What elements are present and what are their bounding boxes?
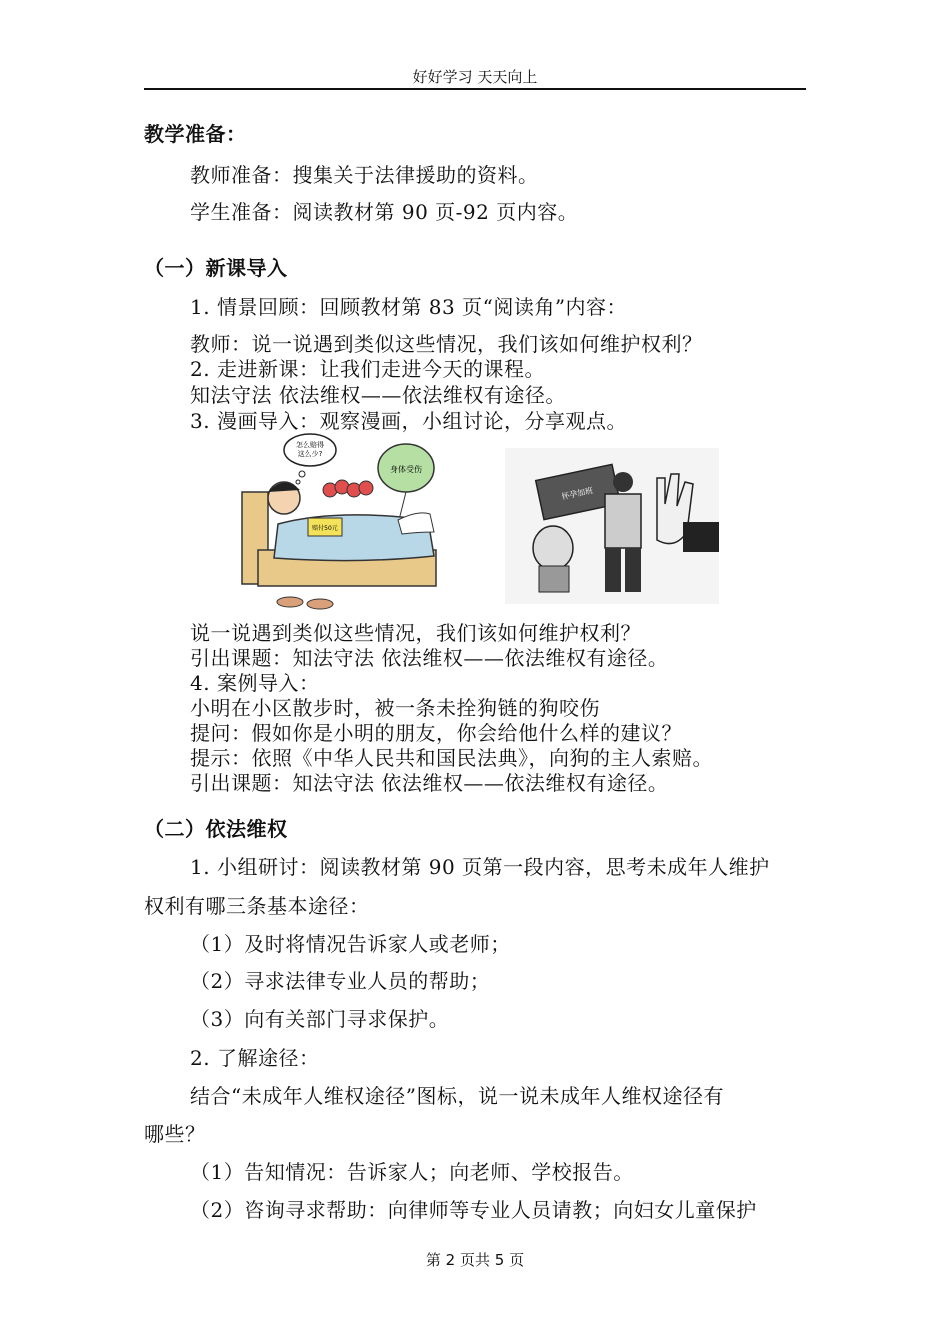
s1-item-1a: 教师：说一说遇到类似这些情况，我们该如何维护权利？ [190, 332, 703, 356]
s1-item-4c: 提示：依照《中华人民共和国民法典》，向狗的主人索赔。 [190, 746, 713, 770]
page-header: 好好学习 天天向上 [412, 68, 538, 86]
s2-item-1b: 权利有哪三条基本途径： [144, 894, 370, 918]
s2-item-2d: （2）咨询寻求帮助：向律师等专业人员请教；向妇女儿童保护 [190, 1198, 757, 1222]
s2-item-1c: （1）及时将情况告诉家人或老师； [190, 932, 511, 956]
s1-item-3a: 说一说遇到类似这些情况，我们该如何维护权利？ [190, 621, 641, 645]
thought-bubble-text: 怎么赔得这么少? [296, 441, 324, 458]
s2-item-2: 2. 了解途径： [190, 1046, 320, 1070]
page-footer: 第 2 页共 5 页 [425, 1251, 525, 1269]
cartoon-injured-patient [238, 432, 460, 610]
s2-item-1d: （2）寻求法律专业人员的帮助； [190, 969, 491, 993]
header-divider [144, 88, 806, 90]
sign-text: 怀孕加班 [560, 485, 594, 502]
s1-item-2: 2. 走进新课：让我们走进今天的课程。 [190, 357, 545, 381]
s1-item-4d: 引出课题：知法守法 依法维权——依法维权有途径。 [190, 771, 669, 795]
section-2-title: （二）依法维权 [144, 817, 288, 841]
s1-item-4: 4. 案例导入： [190, 671, 320, 695]
balloon-text: 身体受伤 [390, 465, 422, 474]
prep-student: 学生准备：阅读教材第 90 页-92 页内容。 [190, 200, 579, 224]
s1-item-2a: 知法守法 依法维权——依法维权有途径。 [190, 383, 566, 407]
s1-item-1: 1. 情景回顾：回顾教材第 83 页“阅读角”内容： [190, 295, 628, 319]
cartoon-pregnant-overtime [505, 448, 719, 604]
s2-item-1e: （3）向有关部门寻求保护。 [190, 1007, 450, 1031]
s1-item-4b: 提问：假如你是小明的朋友，你会给他什么样的建议？ [190, 721, 682, 745]
s2-item-2a: 结合“未成年人维权途径”图标，说一说未成年人维权途径有 [190, 1084, 724, 1108]
note-text: 赔付50元 [312, 525, 338, 532]
s1-item-4a: 小明在小区散步时，被一条未拴狗链的狗咬伤 [190, 696, 600, 720]
s2-item-2b: 哪些？ [144, 1122, 206, 1146]
s1-item-3b: 引出课题：知法守法 依法维权——依法维权有途径。 [190, 646, 669, 670]
prep-title: 教学准备： [144, 122, 247, 146]
s1-item-3: 3. 漫画导入：观察漫画，小组讨论，分享观点。 [190, 409, 627, 433]
prep-teacher: 教师准备：搜集关于法律援助的资料。 [190, 163, 539, 187]
s2-item-2c: （1）告知情况：告诉家人；向老师、学校报告。 [190, 1160, 634, 1184]
section-1-title: （一）新课导入 [144, 256, 288, 280]
s2-item-1: 1. 小组研讨：阅读教材第 90 页第一段内容，思考未成年人维护 [190, 855, 770, 879]
